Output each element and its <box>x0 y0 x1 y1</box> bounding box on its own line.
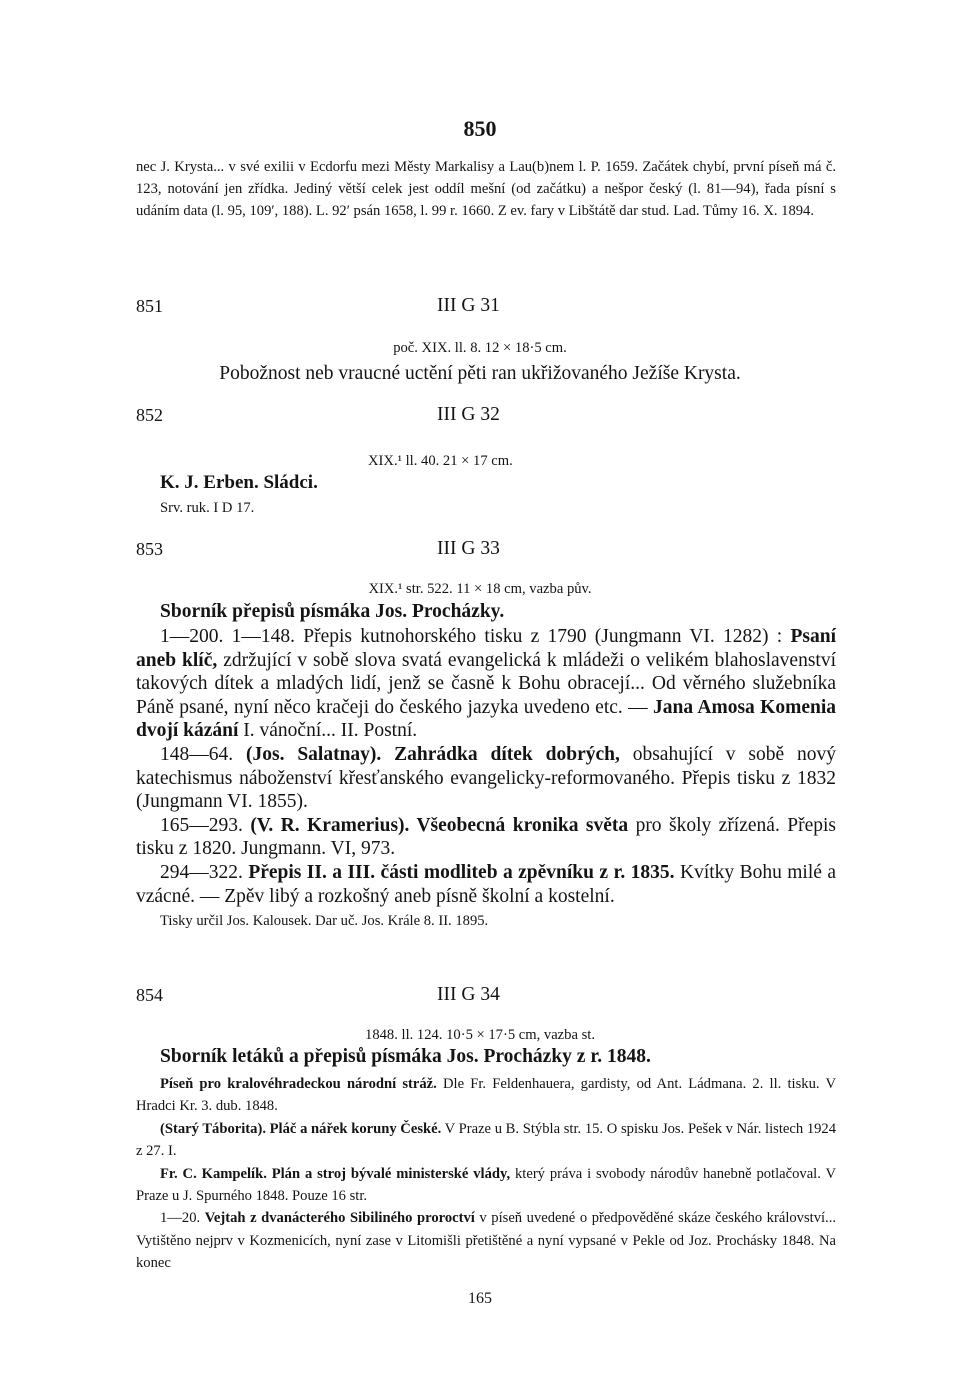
item-854-4-b: Vejtah z dvanácterého Sibiliného proroctví <box>204 1210 475 1227</box>
title-851-text: Pobožnost neb vraucné uctění pěti ran ukřižovaného Ježíše Krysta. <box>219 363 741 384</box>
item-853-3-a: 165—293. <box>160 814 251 836</box>
item-853-4-b: Přepis II. a III. části modliteb a zpěvníku z r. 1835. <box>248 861 675 883</box>
item-853-1 <box>136 625 836 743</box>
item-853-3-b: (V. R. Kramerius). Všeobecná kronika světa <box>250 814 629 836</box>
item-854-4 <box>136 1207 836 1274</box>
item-854-4-c: v píseň uvedené o předpověděné skáze českého království... Vytištěno nejprv v Kozmenicích, nyní zase v Litomišli přetištěné a nyní vypsané v Pekle od Joz. Prochásky 1848. Na konec <box>136 1210 836 1272</box>
page-number: 850 <box>463 116 497 141</box>
footer-page-number: 165 <box>468 1290 492 1307</box>
entry-number-852: 852 <box>136 405 163 425</box>
item-853-2-c: obsahující v sobě nový katechismus náboženství křesťanského evangelicky-reformovaného. Přepis tisku z 1832 (Jungmann VI. 1855). <box>136 743 836 813</box>
item-853-2-b: (Jos. Salatnay). Zahrádka dítek dobrých, <box>246 743 620 765</box>
shelfmark-853: III G 33 <box>437 538 500 559</box>
item-853-4-c: Kvítky Bohu milé a vzácné. — Zpěv libý a rozkošný aneb písně školní a kostelní. <box>136 861 837 907</box>
meta-854: 1848. ll. 124. 10·5 × 17·5 cm, vazba st. <box>365 1027 595 1043</box>
title-854: Sborník letáků a přepisů písmáka Jos. Procházky z r. 1848. <box>160 1046 651 1067</box>
item-853-4-a: 294—322. <box>160 861 249 883</box>
item-853-2-a: 148—64. <box>160 743 246 765</box>
item-853-4 <box>136 861 836 908</box>
shelfmark-852: III G 32 <box>437 404 500 425</box>
item-854-3-b: který práva i svobody národův hanebně potlačoval. V Praze u J. Spurného 1848. Pouze 16 str. <box>136 1165 836 1205</box>
item-854-3 <box>136 1163 836 1208</box>
item-854-2-a: (Starý Táborita). Pláč a nářek koruny České. <box>160 1120 442 1137</box>
ref-852: Srv. ruk. I D 17. <box>160 500 255 516</box>
item-854-2 <box>136 1118 836 1163</box>
item-854-3-a: Fr. C. Kampelík. Plán a stroj bývalé ministerské vlády, <box>160 1165 511 1182</box>
item-853-2 <box>136 743 836 814</box>
note-853: Tisky určil Jos. Kalousek. Dar uč. Jos. Krále 8. II. 1895. <box>160 913 489 930</box>
meta-853: XIX.¹ str. 522. 11 × 18 cm, vazba pův. <box>368 581 592 597</box>
body-853 <box>136 625 836 932</box>
item-854-1 <box>136 1073 836 1118</box>
intro-paragraph: nec J. Krysta... v své exilii v Ecdorfu mezi Městy Markalisy a Lau(b)nem l. P. 1659. Začátek chybí, první píseň má č. 123, notování jen zřídka. Jediný větší celek jest oddíl mešní (od začátku) a nešpor český (l. 81—94), řada písní s udáním data (l. 95, 109′, 188). L. 92′ psán 1658, l. 99 r. 1660. Z ev. fary v Libštátě dar stud. Lad. Tůmy 16. X. 1894. <box>136 159 836 219</box>
entry-number-851: 851 <box>136 296 163 316</box>
shelfmark-854: III G 34 <box>437 984 500 1005</box>
item-853-1-a: 1—200. 1—148. Přepis kutnohorského tisku z 1790 (Jungmann VI. 1282) : <box>160 626 791 647</box>
entry-number-854: 854 <box>136 985 163 1005</box>
item-853-3-c: pro školy zřízená. Přepis tisku z 1820. Jungmann. VI, 973. <box>136 814 836 860</box>
meta-851: poč. XIX. ll. 8. 12 × 18·5 cm. <box>393 340 567 356</box>
item-854-1-b: Dle Fr. Feldenhauera, gardisty, od Ant. Ládmana. 2. ll. tisku. V Hradci Kr. 3. dub. 1848. <box>136 1076 836 1115</box>
body-854 <box>136 1073 836 1275</box>
item-854-4-a: 1—20. <box>160 1210 205 1227</box>
title-853: Sborník přepisů písmáka Jos. Procházky. <box>160 601 505 622</box>
item-853-1-d: Jana Amosa Komenia dvojí kázání <box>136 696 836 742</box>
item-854-1-a: Píseň pro kralovéhradeckou národní stráž. <box>160 1076 437 1092</box>
item-853-3 <box>136 814 836 861</box>
item-853-1-b: Psaní aneb klíč, <box>136 626 836 671</box>
item-853-1-e: I. vánoční... II. Postní. <box>238 720 418 742</box>
item-853-1-c: zdržující v sobě slova svatá evangelická k mládeži o velikém blahoslavenství takových dítek a mladých lidí, jenž se časně k Bohu obracejí... Od věrného služebníka Páně psané, nyní něco kračeji do českého jazyka uvedeno etc. — <box>136 649 836 718</box>
title-851 <box>0 362 960 386</box>
shelfmark-851: III G 31 <box>437 295 500 316</box>
entry-number-853: 853 <box>136 539 163 559</box>
item-854-2-b: V Praze u B. Stýbla str. 15. O spisku Jos. Pešek v Nár. listech 1924 z 27. I. <box>136 1120 837 1160</box>
meta-852: XIX.¹ ll. 40. 21 × 17 cm. <box>368 453 513 469</box>
author-852: K. J. Erben. Sládci. <box>160 472 318 493</box>
